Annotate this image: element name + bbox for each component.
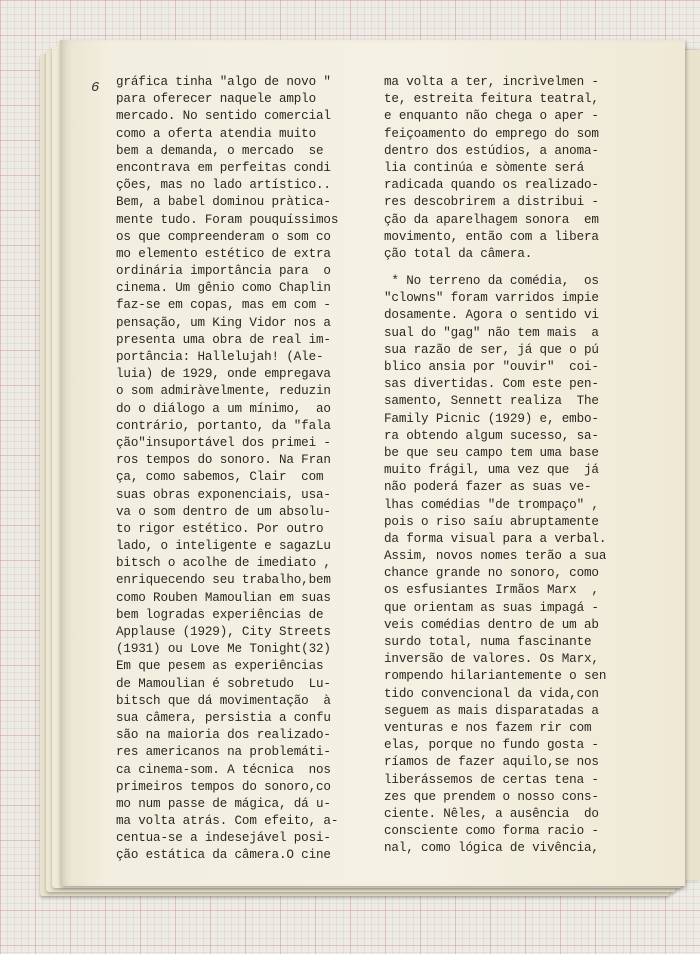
text-line: * No terreno da comédia, os: [384, 274, 599, 289]
text-line: do o diálogo a um mínimo, ao: [116, 401, 331, 416]
right-paragraph-2: [384, 273, 624, 857]
text-line: cinema. Um gênio como Chaplin: [116, 281, 331, 296]
text-line: samento, Sennett realiza The: [384, 394, 599, 409]
text-line: e enquanto não chega o aper -: [384, 109, 599, 124]
text-line: ma volta atrás. Com efeito, a-: [116, 814, 339, 829]
text-line: que orientam as suas impagá -: [384, 600, 599, 615]
text-line: bitsch o acolhe de imediato ,: [116, 556, 331, 571]
text-line: radicada quando os realizado-: [384, 178, 599, 193]
text-line: mente tudo. Foram pouquíssimos: [116, 212, 339, 227]
right-paragraph-1: [384, 74, 624, 263]
text-line: ros tempos do sonoro. Na Fran: [116, 453, 331, 468]
text-line: enriquecendo seu trabalho,bem: [116, 573, 331, 588]
text-line: dentro dos estúdios, a anoma-: [384, 143, 599, 158]
right-text-column: [384, 74, 624, 857]
text-line: ordinária importância para o: [116, 264, 331, 279]
text-line: liberássemos de certas tena -: [384, 772, 599, 787]
text-line: são na maioria dos realizado-: [116, 728, 331, 743]
text-line: os que compreenderam o som co: [116, 229, 331, 244]
text-line: Bem, a babel dominou pràtica-: [116, 195, 331, 210]
text-line: "clowns" foram varridos impie: [384, 291, 599, 306]
text-line: (1931) ou Love Me Tonight(32): [116, 642, 331, 657]
text-line: de Mamoulian é sobretudo Lu-: [116, 676, 331, 691]
text-line: ma volta a ter, incrìvelmen -: [384, 75, 599, 89]
text-line: ciente. Nêles, a ausência do: [384, 806, 599, 821]
text-line: va o som dentro de um absolu-: [116, 504, 331, 519]
text-line: chance grande no sonoro, como: [384, 566, 599, 581]
text-line: bem a demanda, o mercado se: [116, 143, 324, 158]
text-line: luia) de 1929, onde empregava: [116, 367, 331, 382]
text-line: pensação, um King Vidor nos a: [116, 315, 331, 330]
text-line: ção total da câmera.: [384, 246, 533, 261]
text-line: to rigor estético. Por outro: [116, 521, 324, 536]
text-line: suas obras exponenciais, usa-: [116, 487, 331, 502]
text-line: ca cinema-som. A técnica nos: [116, 762, 331, 777]
text-line: ra obtendo algum sucesso, sa-: [384, 428, 599, 443]
text-line: elas, porque no fundo gosta -: [384, 738, 599, 753]
text-line: sual do "gag" não tem mais a: [384, 325, 599, 340]
text-line: faz-se em copas, mas em com -: [116, 298, 331, 313]
page-number: 6: [91, 80, 100, 96]
text-line: ção"insuportável dos primei -: [116, 435, 331, 450]
text-line: Em que pesem as experiências: [116, 659, 324, 674]
text-line: mo num passe de mágica, dá u-: [116, 796, 331, 811]
text-line: res descobrirem a distribui -: [384, 195, 599, 210]
text-line: consciente como forma racio -: [384, 824, 599, 839]
left-text-column: [116, 74, 360, 865]
text-line: presenta uma obra de real im-: [116, 332, 331, 347]
text-line: ções, mas no lado artístico..: [116, 178, 331, 193]
text-line: rompendo hilariantemente o sen: [384, 669, 607, 684]
paragraph-gap: [384, 263, 624, 273]
text-line: inversão de valores. Os Marx,: [384, 652, 599, 667]
text-line: blico ansia por "ouvir" coi-: [384, 360, 599, 374]
text-line: sua câmera, persistia a confu: [116, 710, 331, 725]
text-line: res americanos na problemáti-: [116, 745, 331, 760]
text-line: feiçoamento do emprego do som: [384, 126, 599, 141]
text-line: Applause (1929), City Streets: [116, 625, 331, 639]
text-line: o som admiràvelmente, reduzin: [116, 384, 331, 399]
text-line: sas divertidas. Com este pen-: [384, 377, 599, 392]
text-line: tido convencional da vida,con: [384, 686, 599, 701]
text-line: lado, o inteligente e sagazLu: [116, 539, 331, 554]
text-line: bem logradas experiências de: [116, 607, 324, 622]
text-line: bitsch que dá movimentação à: [116, 693, 331, 708]
text-line: lhas comédias "de trompaço" ,: [384, 497, 599, 512]
text-line: zes que prendem o nosso cons-: [384, 789, 599, 804]
text-line: pois o riso saíu abruptamente: [384, 514, 599, 529]
text-line: ríamos de fazer aquilo,se nos: [384, 755, 599, 770]
text-line: veis comédias dentro de um ab: [384, 617, 599, 632]
text-line: muito frágil, uma vez que já: [384, 463, 599, 478]
text-line: surdo total, numa fascinante: [384, 635, 592, 649]
text-line: encontrava em perfeitas condi: [116, 160, 331, 175]
text-line: da forma visual para a verbal.: [384, 531, 607, 546]
text-line: os esfusiantes Irmãos Marx ,: [384, 583, 599, 598]
text-line: para oferecer naquele amplo: [116, 92, 317, 107]
text-line: venturas e nos fazem rir com: [384, 720, 592, 735]
text-line: como Rouben Mamoulian em suas: [116, 590, 331, 605]
text-line: ça, como sabemos, Clair com: [116, 470, 324, 485]
text-line: primeiros tempos do sonoro,co: [116, 779, 331, 794]
text-line: centua-se a indesejável posi-: [116, 831, 331, 846]
text-line: seguem as mais disparatadas a: [384, 703, 599, 718]
text-line: te, estreita feitura teatral,: [384, 92, 599, 107]
text-line: dosamente. Agora o sentido vi: [384, 308, 599, 323]
text-line: ção estática da câmera.O cine: [116, 848, 331, 863]
text-line: ção da aparelhagem sonora em: [384, 212, 599, 227]
text-line: mercado. No sentido comercial: [116, 109, 331, 124]
text-line: nal, como lógica de vivência,: [384, 841, 599, 856]
text-line: lia continúa e sòmente será: [384, 160, 585, 175]
text-line: Assim, novos nomes terão a sua: [384, 549, 607, 564]
text-line: be que seu campo tem uma base: [384, 445, 599, 460]
text-line: mo elemento estético de extra: [116, 246, 331, 261]
text-line: gráfica tinha "algo de novo ": [116, 75, 331, 89]
text-line: contrário, portanto, da "fala: [116, 418, 331, 433]
text-line: portância: Hallelujah! (Ale-: [116, 350, 324, 364]
text-line: não poderá fazer as suas ve-: [384, 480, 592, 495]
text-line: Family Picnic (1929) e, embo-: [384, 411, 599, 426]
text-line: sua razão de ser, já que o pú: [384, 342, 599, 357]
text-line: movimento, então com a libera: [384, 229, 599, 244]
text-line: como a oferta atendia muito: [116, 126, 317, 141]
